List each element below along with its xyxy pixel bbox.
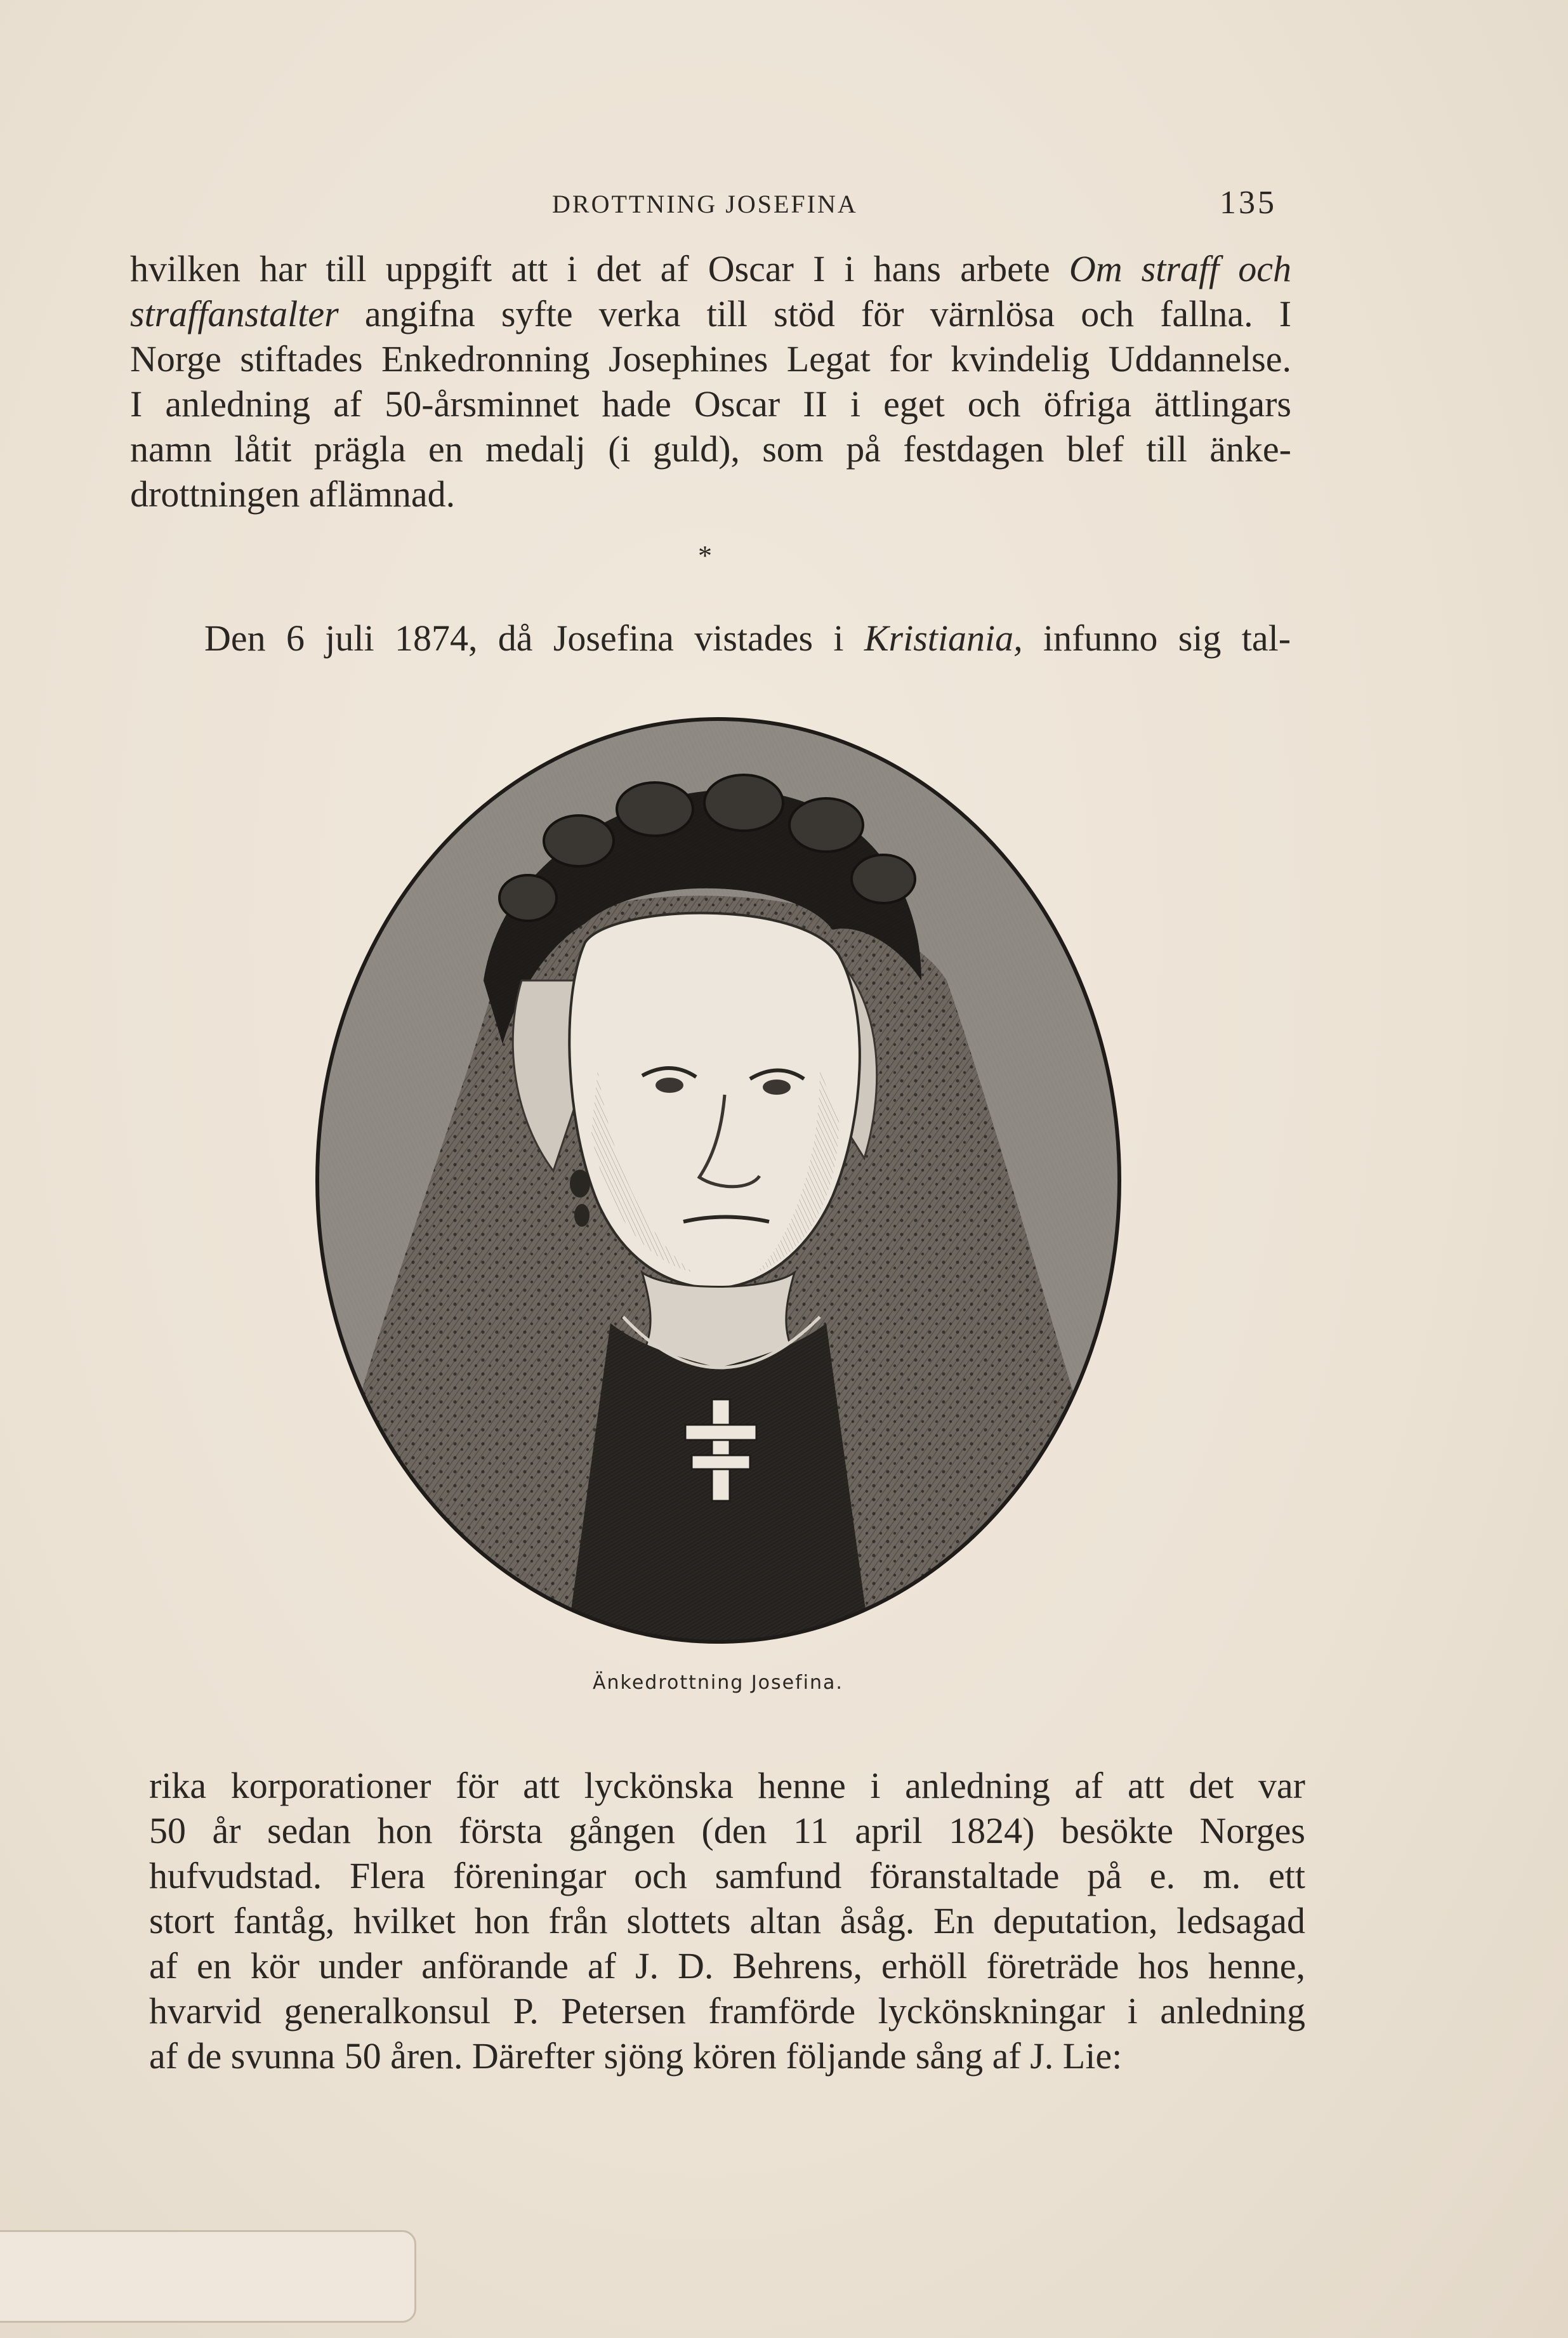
text-line <box>130 291 1291 336</box>
library-label-outline <box>0 2230 416 2323</box>
text-line: af en kör under anförande af J. D. Behrens, erhöll företräde hos henne, <box>149 1945 1305 1986</box>
text-line: rika korporationer för att lyckönska henne i anledning af att det var <box>149 1765 1305 1806</box>
section-asterisk: * <box>698 540 712 571</box>
text-line: drottningen aflämnad. <box>130 473 456 515</box>
paragraph-celebration <box>149 1763 1305 2078</box>
portrait-engraving <box>312 714 1124 1647</box>
text-line: af de svunna 50 åren. Därefter sjöng kören följande sång af J. Lie: <box>149 2035 1123 2077</box>
text-run: hvilken har till uppgift att i det af Oscar I i hans arbete <box>130 248 1050 289</box>
text-line: hufvudstad. Flera föreningar och samfund föranstaltade på e. m. ett <box>149 1855 1305 1896</box>
text-line: 50 år sedan hon första gången (den 11 april 1824) besökte Norges <box>149 1810 1305 1851</box>
text-line: I anledning af 50-årsminnet hade Oscar II i eget och öfriga ättlingars <box>130 383 1291 425</box>
text-line <box>204 616 1291 661</box>
text-run: infunno sig tal- <box>1043 618 1291 659</box>
text-line: Norge stiftades Enkedronning Josephines Legat for kvindelig Uddannelse. <box>130 338 1291 380</box>
text-run: Den 6 juli 1874, då Josefina vistades i <box>204 618 844 659</box>
text-run: angifna syfte verka till stöd för värnlösa och fallna. I <box>364 293 1292 334</box>
text-line <box>130 246 1291 291</box>
italic-title: Om straff och <box>1069 248 1292 289</box>
text-line: hvarvid generalkonsul P. Petersen framförde lyckönskningar i anledning <box>149 1990 1305 2031</box>
paragraph-intro <box>130 246 1291 517</box>
paragraph-kristiania <box>204 616 1291 661</box>
italic-title: straffanstalter <box>130 293 339 334</box>
page-number: 135 <box>1220 185 1277 221</box>
text-line: namn låtit prägla en medalj (i guld), som på festdagen blef till änke- <box>130 428 1291 470</box>
text-line: stort fantåg, hvilket hon från slottets altan åsåg. En deputation, ledsagad <box>149 1900 1305 1941</box>
italic-place: Kristiania, <box>864 618 1023 659</box>
figure-caption: Änkedrottning Josefina. <box>593 1672 843 1694</box>
running-head: DROTTNING JOSEFINA <box>552 190 858 218</box>
